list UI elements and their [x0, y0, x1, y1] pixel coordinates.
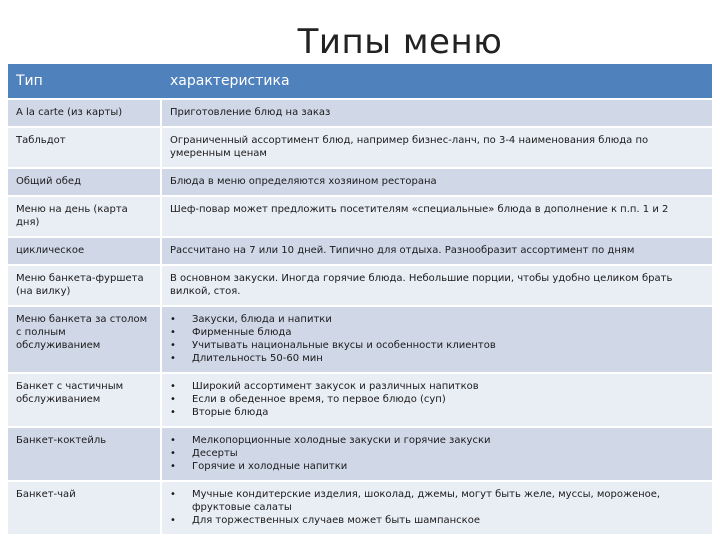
bullet-list	[170, 434, 704, 473]
row-type: Банкет-чай	[8, 482, 162, 536]
bullet-icon: •	[170, 394, 176, 405]
row-type: Меню на день (карта дня)	[8, 197, 162, 238]
row-type: Меню банкета за столом с полным обслуживанием	[8, 307, 162, 374]
bullet-icon: •	[170, 435, 176, 446]
list-item: • Для торжественных случаев может быть шампанское	[170, 515, 480, 526]
list-item: • Учитывать национальные вкусы и особенности клиентов	[170, 340, 496, 351]
row-type: Общий обед	[8, 169, 162, 197]
header-description: характеристика	[162, 64, 712, 100]
row-description: Рассчитано на 7 или 10 дней. Типично для отдыха. Разнообразит ассортимент по дням	[162, 238, 712, 266]
row-description	[162, 307, 712, 374]
row-description: В основном закуски. Иногда горячие блюда. Небольшие порции, чтобы удобно целиком брать вилкой, стоя.	[162, 266, 712, 307]
list-item: • Мелкопорционные холодные закуски и горячие закуски	[170, 435, 491, 446]
header-type: Тип	[8, 64, 162, 100]
list-item: • Длительность 50-60 мин	[170, 353, 323, 364]
table-row	[8, 100, 712, 128]
bullet-list	[170, 313, 704, 365]
table-row	[8, 197, 712, 238]
list-item: • Горячие и холодные напитки	[170, 461, 348, 472]
list-item: • Вторые блюда	[170, 407, 269, 418]
table-row	[8, 169, 712, 197]
bullet-icon: •	[170, 327, 176, 338]
table-row	[8, 128, 712, 169]
row-description: Блюда в меню определяются хозяином ресторана	[162, 169, 712, 197]
bullet-list	[170, 488, 704, 527]
table-row	[8, 482, 712, 536]
row-description: Приготовление блюд на заказ	[162, 100, 712, 128]
row-description	[162, 374, 712, 428]
bullet-icon: •	[170, 515, 176, 526]
row-description	[162, 428, 712, 482]
table-row	[8, 374, 712, 428]
list-item: • Широкий ассортимент закусок и различных напитков	[170, 381, 479, 392]
row-type: Меню банкета-фуршета (на вилку)	[8, 266, 162, 307]
table-row	[8, 428, 712, 482]
row-description: Шеф-повар может предложить посетителям «специальные» блюда в дополнение к п.п. 1 и 2	[162, 197, 712, 238]
bullet-icon: •	[170, 407, 176, 418]
row-description: Ограниченный ассортимент блюд, например бизнес-ланч, по 3-4 наименования блюда по умеренным ценам	[162, 128, 712, 169]
row-type: Банкет с частичным обслуживанием	[8, 374, 162, 428]
list-item: • Десерты	[170, 448, 238, 459]
table-row	[8, 266, 712, 307]
bullet-icon: •	[170, 314, 176, 325]
table-header-row	[8, 64, 712, 100]
list-item: • Если в обеденное время, то первое блюдо (суп)	[170, 394, 446, 405]
row-description	[162, 482, 712, 536]
bullet-icon: •	[170, 461, 176, 472]
bullet-icon: •	[170, 340, 176, 351]
row-type: Банкет-коктейль	[8, 428, 162, 482]
bullet-icon: •	[170, 448, 176, 459]
page-title: Типы меню	[297, 22, 503, 62]
list-item: • Мучные кондитерские изделия, шоколад, джемы, могут быть желе, муссы, мороженое, фруктовые салаты	[170, 489, 661, 513]
table-row	[8, 307, 712, 374]
bullet-icon: •	[170, 489, 176, 500]
row-type: A la carte (из карты)	[8, 100, 162, 128]
bullet-list	[170, 380, 704, 419]
bullet-icon: •	[170, 353, 176, 364]
row-type: циклическое	[8, 238, 162, 266]
list-item: • Фирменные блюда	[170, 327, 292, 338]
row-type: Табльдот	[8, 128, 162, 169]
list-item: • Закуски, блюда и напитки	[170, 314, 332, 325]
bullet-icon: •	[170, 381, 176, 392]
table-row	[8, 238, 712, 266]
menu-types-table	[8, 64, 712, 536]
